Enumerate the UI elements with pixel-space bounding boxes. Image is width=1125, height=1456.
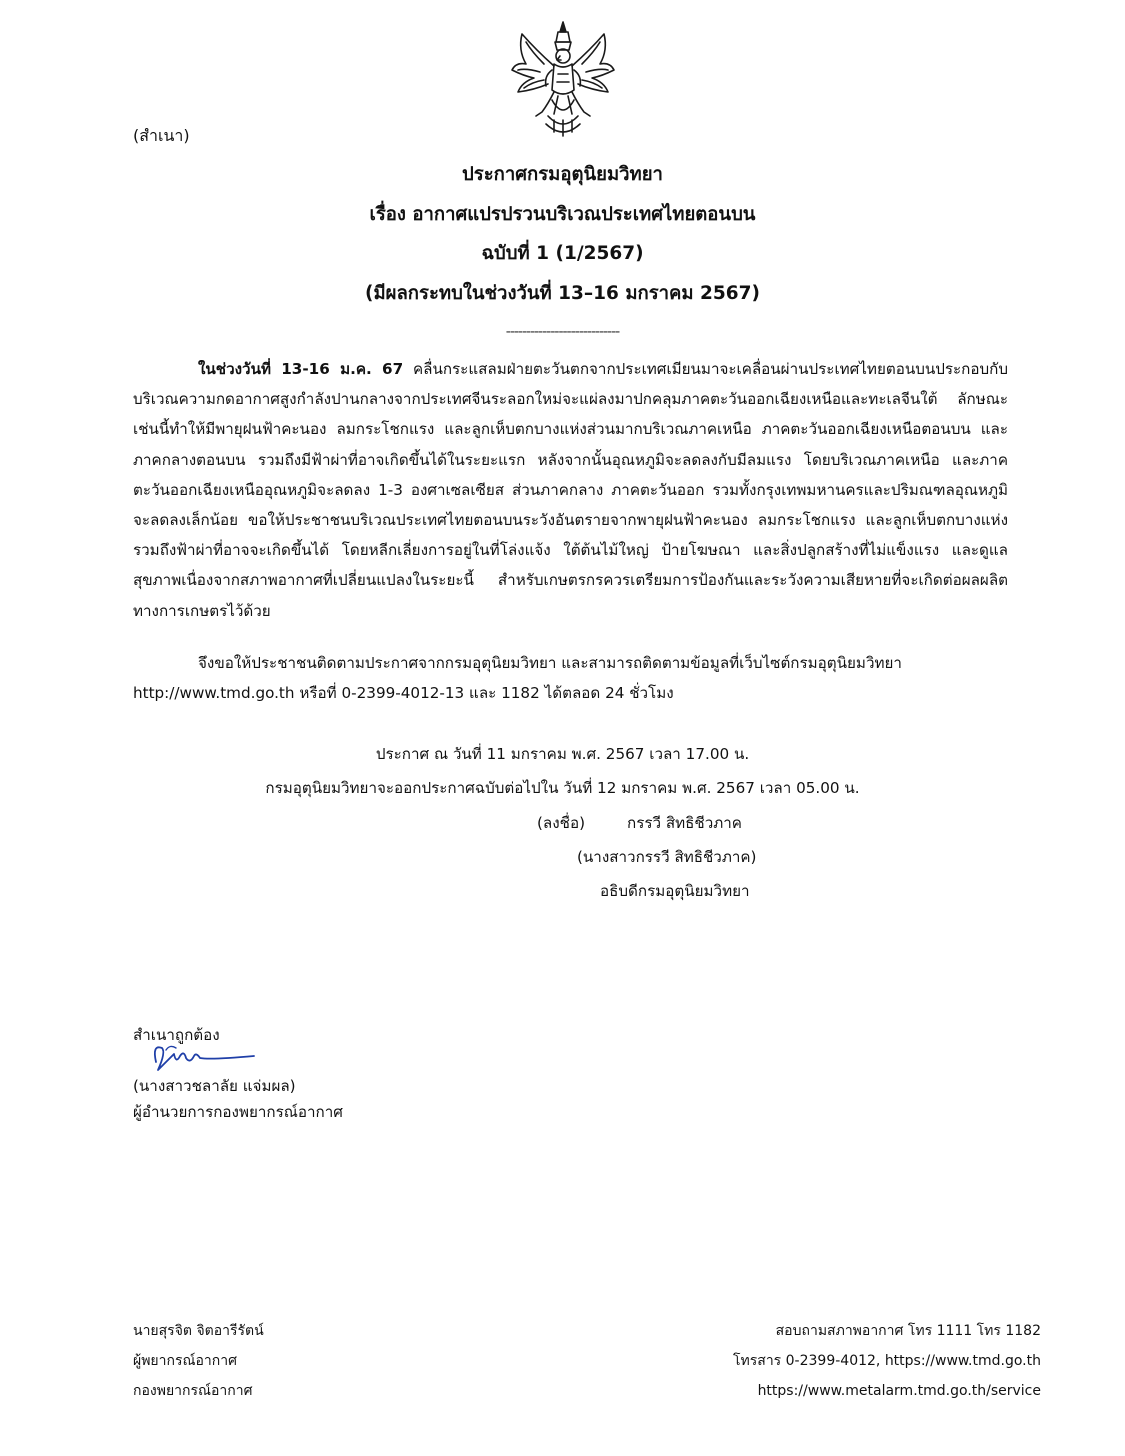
certifier-position: ผู้อำนวยการกองพยากรณ์อากาศ	[133, 1103, 343, 1121]
certifier-name: (นางสาวชลาลัย แจ่มผล)	[133, 1077, 296, 1095]
footer-division: กองพยากรณ์อากาศ	[133, 1383, 253, 1399]
follow-paragraph	[133, 648, 1008, 708]
document-issue-number: ฉบับที่ 1 (1/2567)	[481, 243, 644, 264]
copy-mark: (สำเนา)	[133, 126, 190, 145]
main-paragraph	[133, 354, 1008, 626]
announcement-date: ประกาศ ณ วันที่ 11 มกราคม พ.ศ. 2567 เวลา 17.00 น.	[375, 745, 750, 763]
signer-position: อธิบดีกรมอุตุนิยมวิทยา	[600, 882, 750, 900]
footer-metalarm-link[interactable]: https://www.metalarm.tmd.go.th/service	[757, 1383, 1041, 1399]
main-paragraph-body: คลื่นกระแสลมฝ่ายตะวันตกจากประเทศเมียนมาจะเคลื่อนผ่านประเทศไทยตอนบนประกอบกับบริเวณความกดอากาศสูงกำลังปานกลางจากประเทศจีนระลอกใหม่จะแผ่ลงมาปกคลุมภาคตะวันออกเฉียงเหนือและทะเลจีนใต้ ลักษณะเช่นนี้ทำให้มีพายุฝนฟ้าคะนอง ลมกระโชกแรง และลูกเห็บตกบางแห่งส่วนมากบริเวณภาคเหนือ ภาคตะวันออกเฉียงเหนือตอนบน และภาคกลางตอนบน รวมถึงมีฟ้าผ่าที่อาจเกิดขึ้นได้ในระยะแรก หลังจากนั้นอุณหภูมิจะลดลงกับมีลมแรง โดยบริเวณภาคเหนือ และภาคตะวันออกเฉียงเหนืออุณหภูมิจะลดลง 1-3 องศาเซลเซียส ส่วนภาคกลาง ภาคตะวันออก รวมทั้งกรุงเทพมหานครและปริมณฑลอุณหภูมิจะลดลงเล็กน้อย ขอให้ประชาชนบริเวณประเทศไทยตอนบนระวังอันตรายจากพายุฝนฟ้าคะนอง ลมกระโชกแรง และลูกเห็บตกบางแห่ง รวมถึงฟ้าผ่าที่อาจจะเกิดขึ้นได้ โดยหลีกเลี่ยงการอยู่ในที่โล่งแจ้ง ใต้ต้นไม้ใหญ่ ป้ายโฆษณา และสิ่งปลูกสร้างที่ไม่แข็งแรง และดูแลสุขภาพเนื่องจากสภาพอากาศที่เปลี่ยนแปลงในระยะนี้ สำหรับเกษตรกรควรเตรียมการป้องกันและระวังความเสียหายที่จะเกิดต่อผลผลิตทางการเกษตรไว้ด้วย	[133, 360, 1008, 620]
document-title: ประกาศกรมอุตุนิยมวิทยา	[462, 164, 663, 185]
handwritten-signature-icon	[150, 1040, 260, 1076]
document-subject: เรื่อง อากาศแปรปรวนบริเวณประเทศไทยตอนบน	[369, 204, 756, 225]
document-effect-period: (มีผลกระทบในช่วงวันที่ 13–16 มกราคม 2567)	[364, 283, 761, 304]
signed-label: (ลงชื่อ)	[537, 814, 586, 832]
footer-forecaster-title: ผู้พยากรณ์อากาศ	[133, 1353, 237, 1369]
next-issue-notice: กรมอุตุนิยมวิทยาจะออกประกาศฉบับต่อไปใน วันที่ 12 มกราคม พ.ศ. 2567 เวลา 05.00 น.	[265, 779, 860, 797]
signer-full-name: (นางสาวกรรวี สิทธิชีวภาค)	[577, 848, 757, 866]
footer-fax-website: โทรสาร 0-2399-4012, https://www.tmd.go.th	[733, 1353, 1041, 1369]
main-paragraph-lead: ในช่วงวันที่ 13-16 ม.ค. 67	[198, 360, 404, 378]
certified-label: สำเนาถูกต้อง	[133, 1026, 220, 1044]
footer-forecaster-name: นายสุรจิต จิตอารีรัตน์	[133, 1323, 264, 1339]
footer-contact-phone: สอบถามสภาพอากาศ โทร 1111 โทร 1182	[775, 1323, 1041, 1339]
signed-name: กรรวี สิทธิชีวภาค	[627, 814, 742, 832]
follow-paragraph-line-1: จึงขอให้ประชาชนติดตามประกาศจากกรมอุตุนิยมวิทยา และสามารถติดตามข้อมูลที่เว็บไซต์กรมอุตุนิยมวิทยา	[198, 654, 902, 672]
title-divider: ----------------------------	[505, 324, 620, 340]
garuda-emblem-icon	[508, 20, 618, 140]
follow-paragraph-line-2: http://www.tmd.go.th หรือที่ 0-2399-4012-13 และ 1182 ได้ตลอด 24 ชั่วโมง	[133, 684, 674, 702]
